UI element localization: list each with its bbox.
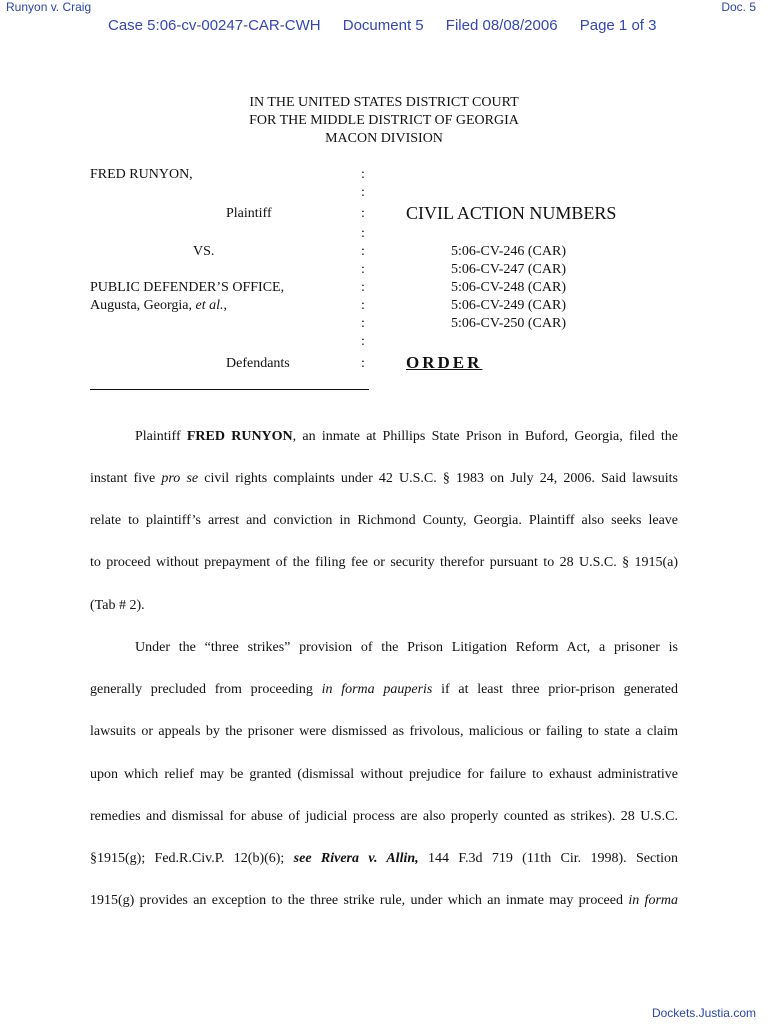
case-number-item: 5:06-CV-250 (CAR) [451, 316, 566, 331]
text-run: civil rights complaints under 42 U.S.C. § 1983 on July 24, 2006. Said lawsuits [198, 471, 678, 486]
body-line: (Tab # 2). [90, 598, 145, 613]
caption-separator: : [361, 334, 365, 349]
text-run: §1915(g); Fed.R.Civ.P. 12(b)(6); [90, 851, 294, 866]
caption-separator: : [361, 356, 365, 371]
case-number: Case 5:06-cv-00247-CAR-CWH [108, 17, 321, 34]
doc-number-link[interactable]: Doc. 5 [721, 0, 756, 14]
case-citation: see Rivera v. Allin, [293, 851, 419, 866]
case-number-item: 5:06-CV-249 (CAR) [451, 298, 566, 313]
defendant-comma: , [223, 298, 227, 313]
case-stamp-line [108, 17, 656, 34]
plaintiff-role: Plaintiff [226, 206, 272, 221]
body-line: to proceed without prepayment of the filing fee or security therefor pursuant to 28 U.S.C. § 1915(a) [90, 555, 678, 570]
body-line [90, 471, 678, 487]
defendant-etal: et al. [195, 298, 224, 313]
page-count: Page 1 of 3 [579, 17, 657, 34]
body-line [90, 851, 678, 867]
caption-separator: : [361, 226, 365, 241]
versus: VS. [193, 244, 215, 259]
civil-action-title: CIVIL ACTION NUMBERS [406, 203, 617, 223]
caption-separator: : [361, 262, 365, 277]
case-title-link[interactable]: Runyon v. Craig [6, 0, 92, 14]
justia-source-link[interactable]: Dockets.Justia.com [651, 1006, 756, 1020]
text-run: if at least three prior-prison generated [432, 682, 679, 697]
court-name: IN THE UNITED STATES DISTRICT COURT [249, 95, 519, 110]
case-number-item: 5:06-CV-248 (CAR) [451, 280, 566, 295]
defendant-role: Defendants [226, 356, 290, 371]
caption-separator: : [361, 185, 365, 200]
body-line [90, 429, 678, 445]
case-number-item: 5:06-CV-247 (CAR) [451, 262, 566, 277]
court-division: MACON DIVISION [325, 131, 443, 146]
caption-separator: : [361, 298, 365, 313]
body-line [90, 893, 678, 909]
text-run: Plaintiff [135, 429, 187, 444]
filed-date: Filed 08/08/2006 [445, 17, 558, 34]
body-line: Under the “three strikes” provision of the Prison Litigation Reform Act, a prisoner is [135, 640, 678, 655]
text-run: instant five [90, 471, 162, 486]
case-number-item: 5:06-CV-246 (CAR) [451, 244, 566, 259]
text-run: 144 F.3d 719 (11th Cir. 1998). Section [418, 851, 678, 866]
plaintiff-name-bold: FRED RUNYON [186, 429, 293, 444]
italic-term: in forma [628, 893, 678, 908]
text-run: generally precluded from proceeding [90, 682, 322, 697]
court-district: FOR THE MIDDLE DISTRICT OF GEORGIA [249, 113, 519, 128]
body-line: relate to plaintiff’s arrest and conviction in Richmond County, Georgia. Plaintiff also seeks leave [90, 513, 678, 528]
caption-separator: : [361, 280, 365, 295]
plaintiff-name: FRED RUNYON, [90, 167, 193, 182]
order-title: ORDER [406, 353, 483, 372]
caption-separator: : [361, 244, 365, 259]
caption-separator: : [361, 206, 365, 221]
text-run: 1915(g) provides an exception to the three strike rule, under which an inmate may proceed [90, 893, 629, 908]
body-line: remedies and dismissal for abuse of judicial process are also properly counted as strikes). 28 U.S.C. [90, 809, 678, 824]
caption-separator: : [361, 167, 365, 182]
body-line: upon which relief may be granted (dismissal without prejudice for failure to exhaust administrative [90, 767, 678, 782]
italic-term: pro se [161, 471, 199, 486]
italic-term: in forma pauperis [321, 682, 433, 697]
defendant-name: PUBLIC DEFENDER’S OFFICE, [90, 280, 285, 295]
body-line: lawsuits or appeals by the prisoner were dismissed as frivolous, malicious or failing to state a claim [90, 724, 678, 739]
caption-divider [90, 389, 369, 390]
defendant-place [90, 298, 227, 314]
text-run: , an inmate at Phillips State Prison in Buford, Georgia, filed the [292, 429, 678, 444]
body-line [90, 682, 678, 698]
caption-separator: : [361, 316, 365, 331]
document-number: Document 5 [342, 17, 424, 34]
defendant-city: Augusta, Georgia, [90, 298, 196, 313]
